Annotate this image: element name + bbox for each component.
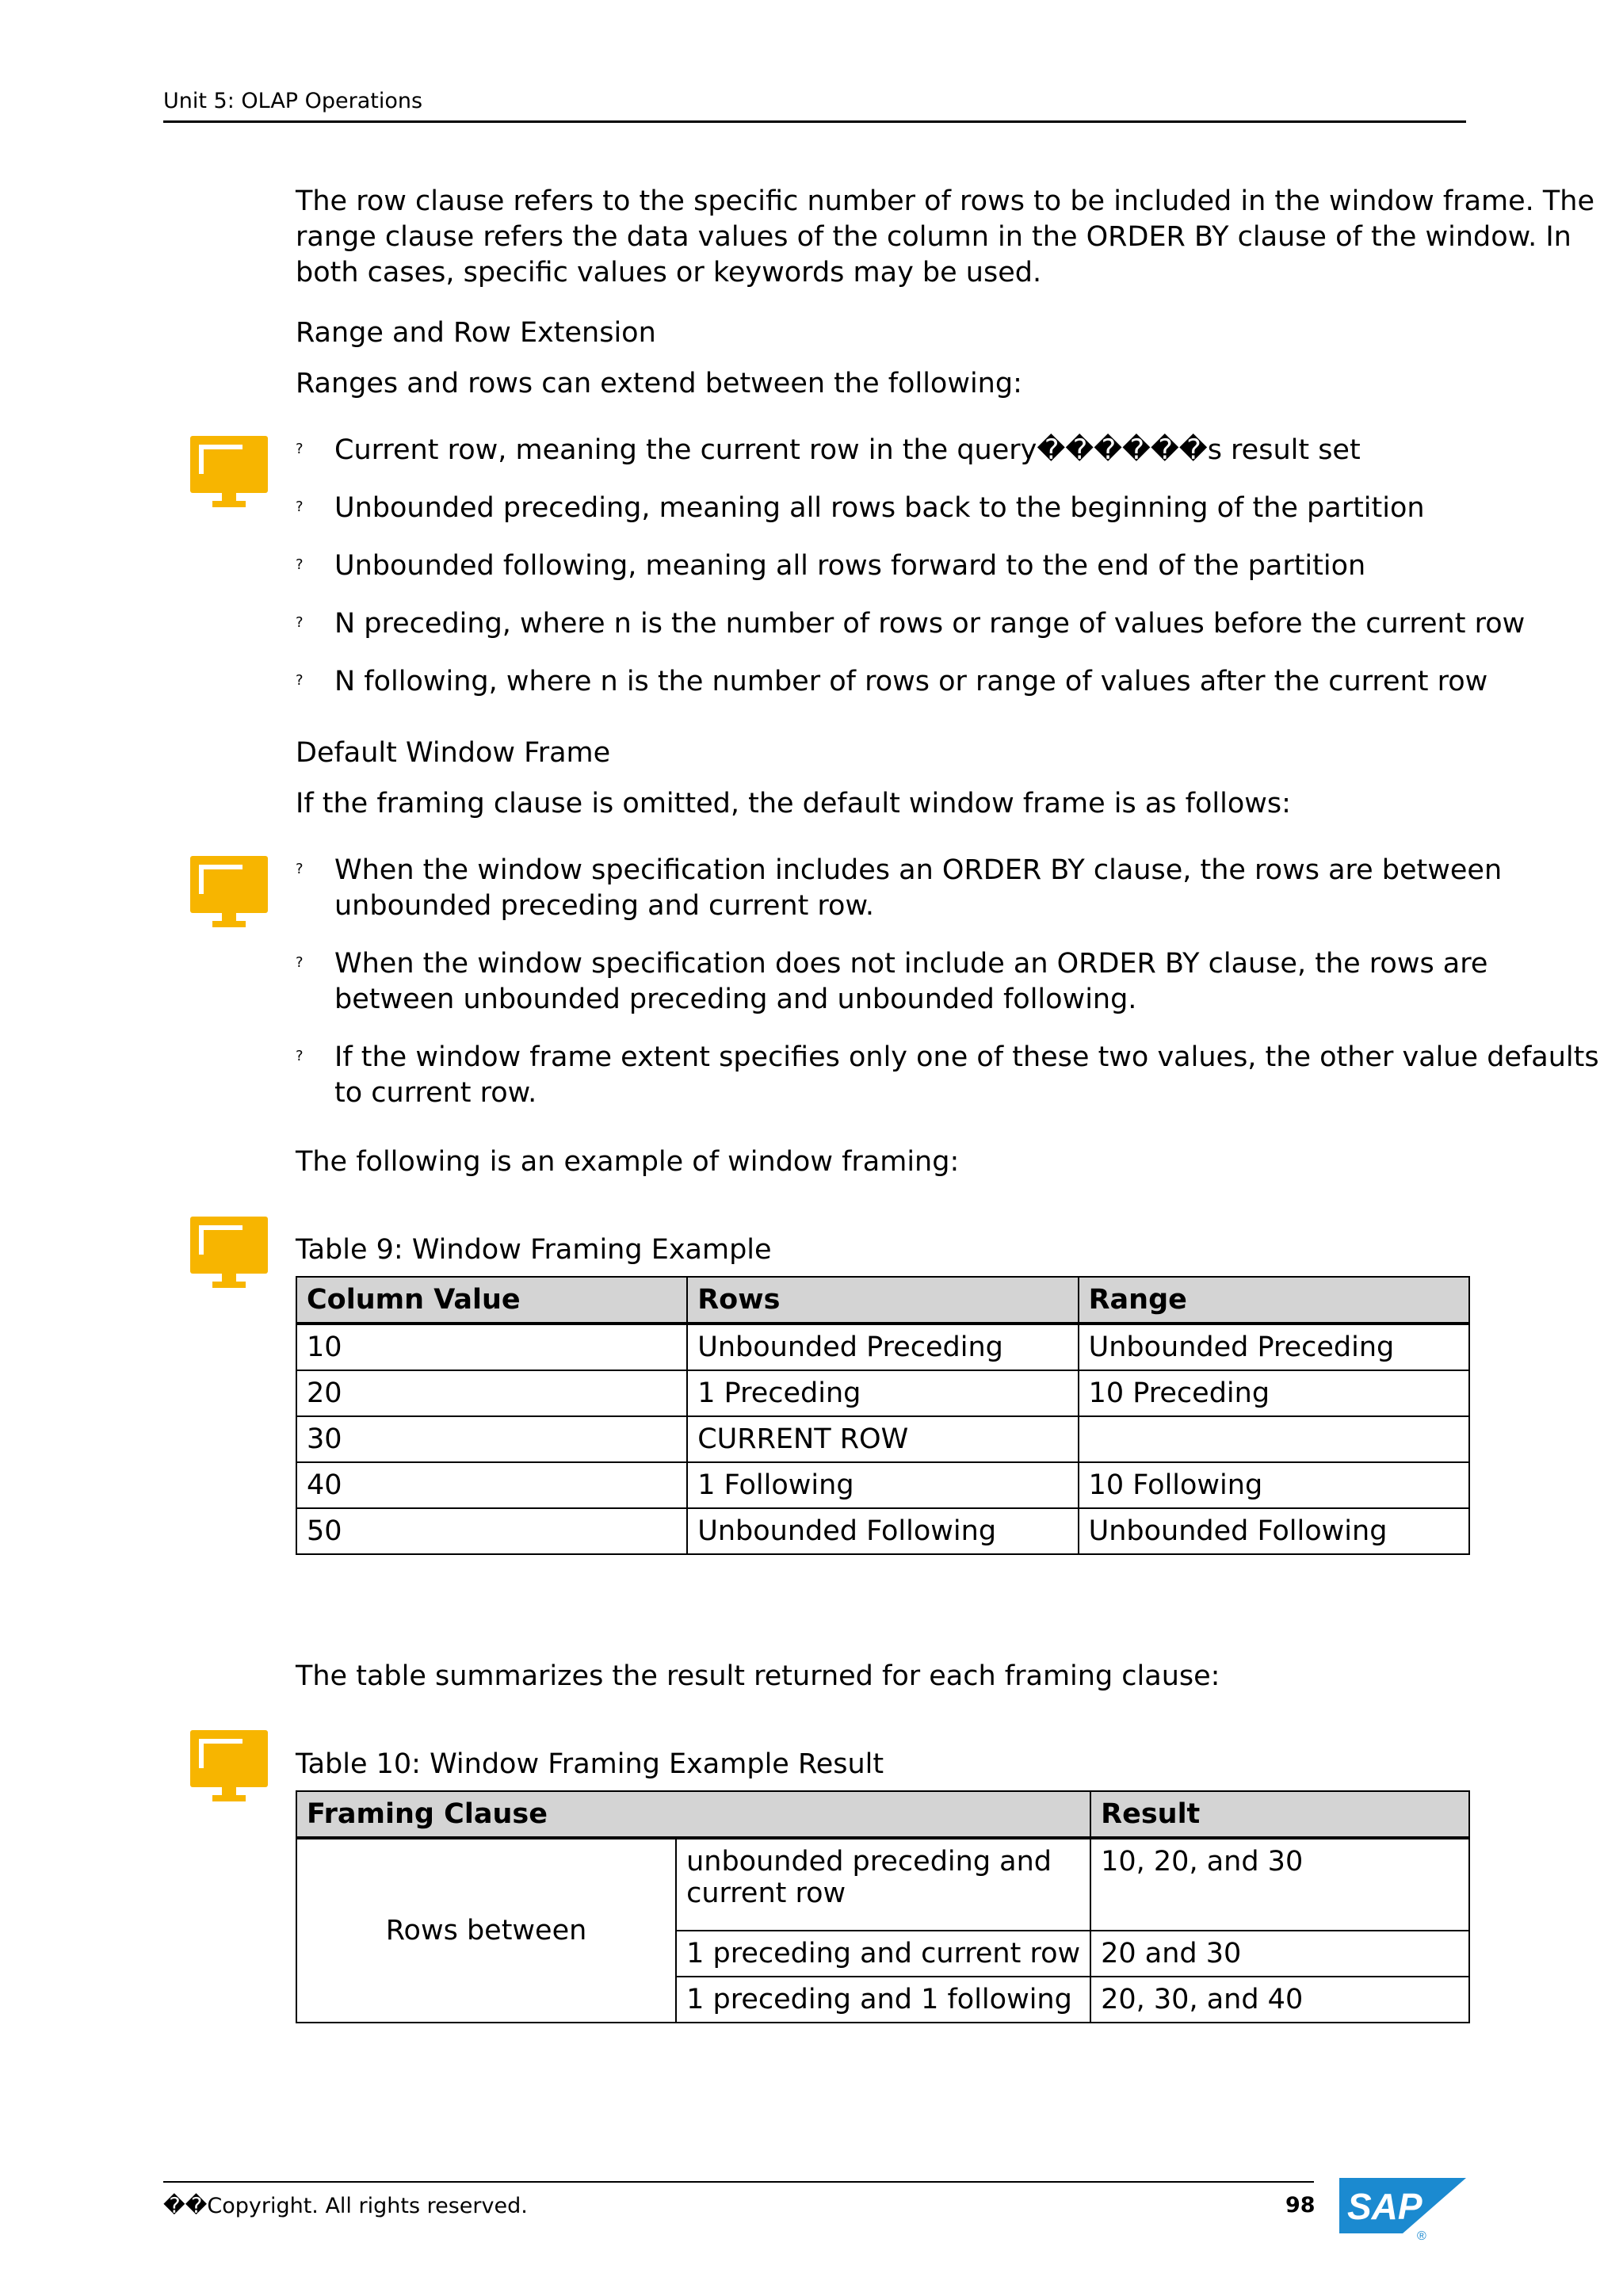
list-item: When the window specification does not include an ORDER BY clause, the rows are between unbounded preceding and unbounded following. (334, 948, 1488, 1015)
table-header-cell: Framing Clause (296, 1791, 1090, 1838)
monitor-icon (190, 856, 268, 929)
table-caption: Table 10: Window Framing Example Result (296, 1748, 884, 1780)
sap-logo (1339, 2178, 1466, 2241)
sap-logo-text: SAP (1347, 2186, 1423, 2227)
bullet-marker: ? (296, 861, 304, 877)
table-row (296, 1838, 1469, 1931)
table-cell: unbounded preceding and current row (676, 1838, 1090, 1931)
bullet-marker: ? (296, 672, 304, 689)
table-cell: 10 Preceding (1079, 1370, 1469, 1416)
list-item: N following, where n is the number of rows or range of values after the current row (334, 666, 1488, 697)
section-heading: Default Window Frame (296, 737, 611, 769)
table-header-cell: Column Value (296, 1277, 687, 1324)
copyright-text: ��Copyright. All rights reserved. (163, 2194, 528, 2218)
table-row (296, 1508, 1469, 1554)
table-cell: 1 preceding and current row (676, 1931, 1090, 1977)
bullet-marker: ? (296, 441, 304, 457)
table-header-row (296, 1277, 1469, 1324)
table-header-cell: Range (1079, 1277, 1469, 1324)
table-cell: Unbounded Following (687, 1508, 1078, 1554)
table-cell: 10 (296, 1324, 687, 1370)
table-cell: 1 Preceding (687, 1370, 1078, 1416)
table-cell: 1 preceding and 1 following (676, 1977, 1090, 2023)
table-caption: Table 9: Window Framing Example (296, 1234, 772, 1266)
section-lead: Ranges and rows can extend between the following: (296, 368, 1022, 399)
list-item: N preceding, where n is the number of rows or range of values before the current row (334, 608, 1526, 640)
bullet-marker: ? (296, 556, 304, 573)
intro-paragraph: The row clause refers to the specific number of rows to be included in the window frame. The range clause refers the data values of the column in the ORDER BY clause of the window. In both cases, specific values or keywords may be used. (296, 185, 1594, 288)
section-lead: If the framing clause is omitted, the default window frame is as follows: (296, 788, 1291, 819)
running-header: Unit 5: OLAP Operations (163, 89, 423, 113)
bullet-marker: ? (296, 499, 304, 515)
header-rule (163, 120, 1466, 123)
table-cell: Unbounded Preceding (1079, 1324, 1469, 1370)
list-item: When the window specification includes an ORDER BY clause, the rows are between unbounded preceding and current row. (334, 854, 1503, 922)
list-item: Unbounded following, meaning all rows forward to the end of the partition (334, 550, 1366, 582)
monitor-icon (190, 1730, 268, 1803)
framing-result-table (296, 1790, 1470, 2023)
table-header-cell: Rows (687, 1277, 1078, 1324)
table-cell: 30 (296, 1416, 687, 1462)
table-cell: 10 Following (1079, 1462, 1469, 1508)
table-row (296, 1370, 1469, 1416)
bullet-marker: ? (296, 614, 304, 631)
table-cell: CURRENT ROW (687, 1416, 1078, 1462)
table-header-row (296, 1791, 1469, 1838)
footer-rule (163, 2181, 1314, 2183)
list-item: If the window frame extent specifies only one of these two values, the other value defaults to current row. (334, 1041, 1599, 1109)
bullet-marker: ? (296, 1048, 304, 1064)
list-item: Current row, meaning the current row in the query������s result set (334, 434, 1361, 466)
table-cell: 1 Following (687, 1462, 1078, 1508)
example-lead: The following is an example of window framing: (296, 1146, 960, 1178)
summary-lead: The table summarizes the result returned for each framing clause: (296, 1660, 1220, 1692)
window-framing-table (296, 1276, 1470, 1555)
table-row (296, 1416, 1469, 1462)
bullet-marker: ? (296, 954, 304, 971)
monitor-icon (190, 1217, 268, 1289)
list-item: Unbounded preceding, meaning all rows back to the beginning of the partition (334, 492, 1425, 524)
table-cell (1079, 1416, 1469, 1462)
svg-text:®: ® (1417, 2229, 1426, 2241)
monitor-icon (190, 436, 268, 509)
table-cell: 10, 20, and 30 (1090, 1838, 1469, 1931)
section-heading: Range and Row Extension (296, 317, 656, 349)
table-cell: 20 and 30 (1090, 1931, 1469, 1977)
table-header-cell: Result (1090, 1791, 1469, 1838)
table-row (296, 1324, 1469, 1370)
table-cell: Unbounded Following (1079, 1508, 1469, 1554)
table-cell: 20 (296, 1370, 687, 1416)
table-row (296, 1462, 1469, 1508)
table-cell: 50 (296, 1508, 687, 1554)
table-cell: Unbounded Preceding (687, 1324, 1078, 1370)
table-cell: 20, 30, and 40 (1090, 1977, 1469, 2023)
page-number: 98 (1285, 2193, 1316, 2218)
table-group-cell: Rows between (296, 1838, 676, 2023)
table-cell: 40 (296, 1462, 687, 1508)
